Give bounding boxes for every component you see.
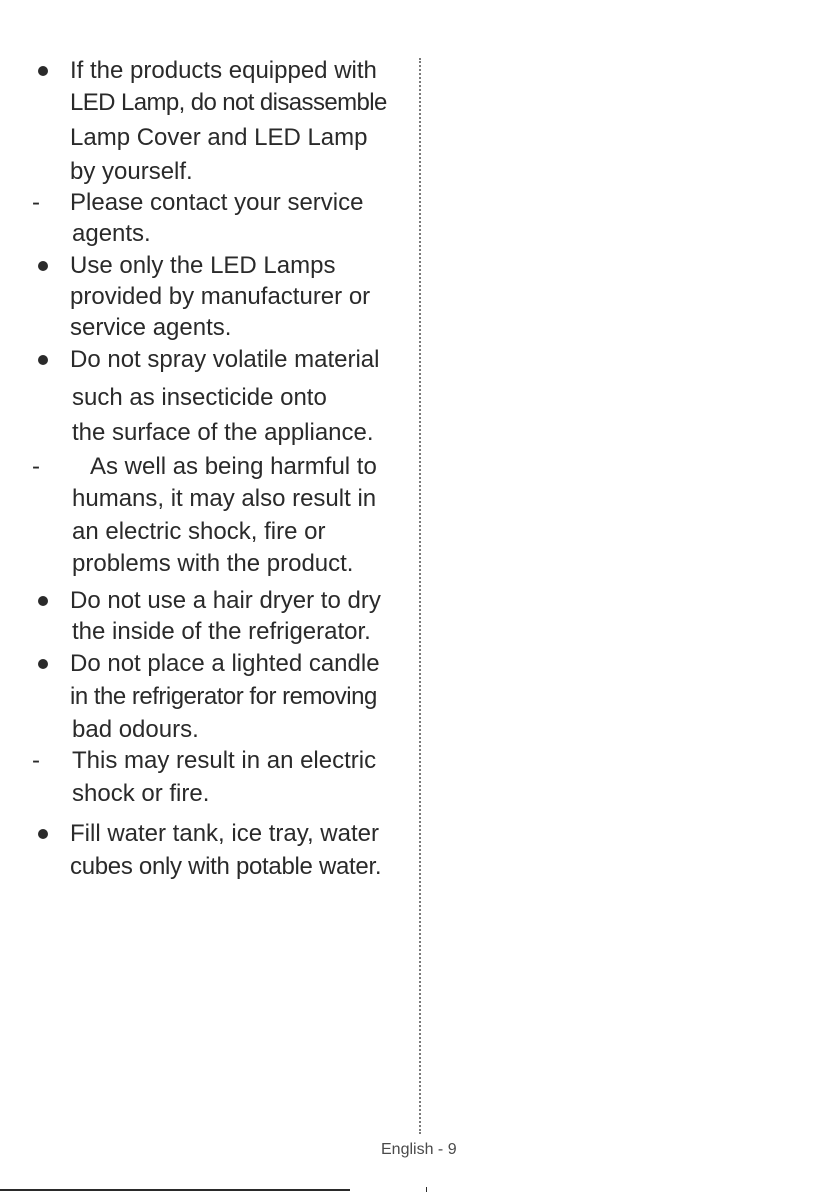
note-line: an electric shock, fire or bbox=[72, 518, 326, 545]
note-line: agents. bbox=[72, 220, 151, 247]
dotted-column-divider bbox=[419, 58, 421, 1134]
instruction-line: If the products equipped with bbox=[70, 57, 377, 84]
instruction-line: Fill water tank, ice tray, water bbox=[70, 820, 379, 847]
instruction-line: by yourself. bbox=[70, 158, 193, 185]
bullet-icon bbox=[38, 829, 48, 839]
instruction-line: such as insecticide onto bbox=[72, 384, 327, 411]
note-line: This may result in an electric bbox=[72, 747, 377, 774]
instruction-line: Do not spray volatile material bbox=[70, 346, 380, 373]
bullet-icon bbox=[38, 66, 48, 76]
safety-instructions-column bbox=[0, 0, 400, 1192]
note-line: shock or fire. bbox=[72, 780, 210, 807]
dash-marker: - bbox=[32, 189, 40, 216]
crop-mark bbox=[426, 1187, 427, 1192]
instruction-line: the inside of the refrigerator. bbox=[72, 618, 371, 645]
note-line: As well as being harmful to bbox=[90, 453, 377, 480]
note-line: problems with the product. bbox=[72, 550, 354, 577]
instruction-line: Lamp Cover and LED Lamp bbox=[70, 124, 368, 151]
instruction-line: Do not use a hair dryer to dry bbox=[70, 587, 381, 614]
bottom-rule bbox=[0, 1189, 350, 1191]
instruction-line: provided by manufacturer or bbox=[70, 283, 371, 310]
bullet-icon bbox=[38, 596, 48, 606]
note-line: Please contact your service bbox=[70, 189, 364, 216]
instruction-line: Use only the LED Lamps bbox=[70, 252, 336, 279]
note-line: humans, it may also result in bbox=[72, 485, 377, 512]
instruction-line: the surface of the appliance. bbox=[72, 419, 374, 446]
instruction-line: bad odours. bbox=[72, 716, 199, 743]
instruction-line: LED Lamp, do not disassemble bbox=[70, 89, 387, 116]
instruction-line: service agents. bbox=[70, 314, 232, 341]
page-number-label: English - 9 bbox=[381, 1141, 457, 1158]
bullet-icon bbox=[38, 659, 48, 669]
dash-marker: - bbox=[32, 747, 40, 774]
bullet-icon bbox=[38, 261, 48, 271]
instruction-line: in the refrigerator for removing bbox=[70, 683, 377, 710]
bullet-icon bbox=[38, 355, 48, 365]
dash-marker: - bbox=[32, 453, 40, 480]
instruction-line: cubes only with potable water. bbox=[70, 853, 382, 880]
instruction-line: Do not place a lighted candle bbox=[70, 650, 380, 677]
